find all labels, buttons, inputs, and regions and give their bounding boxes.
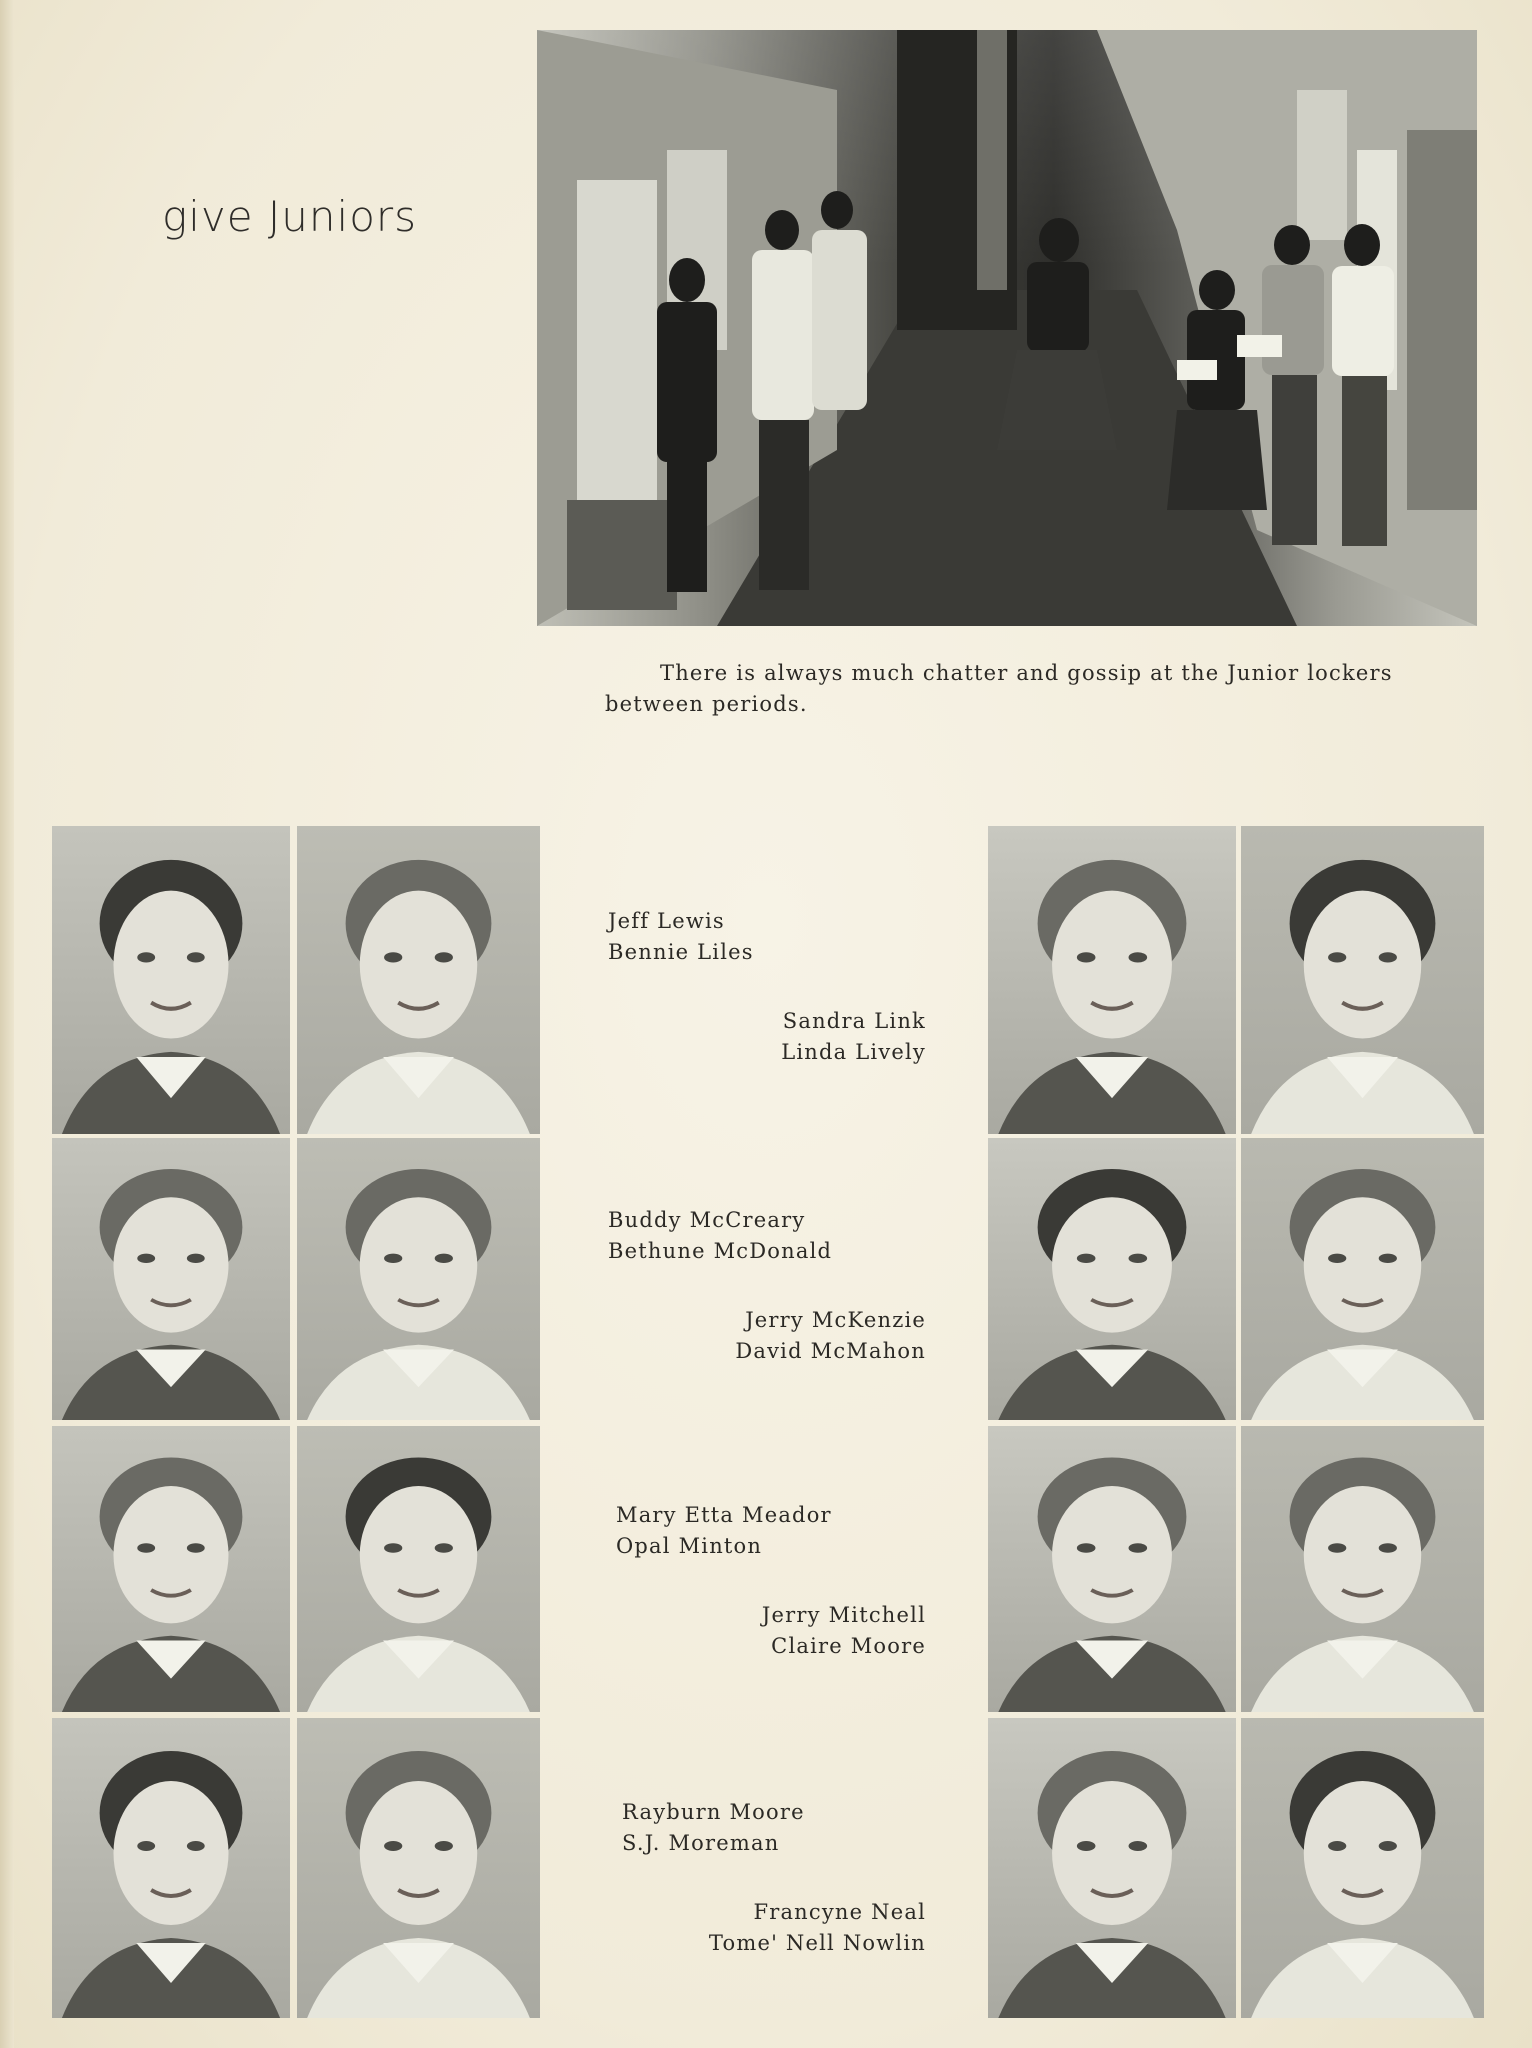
locker-hallway-photo — [537, 30, 1477, 626]
section-heading: give Juniors — [162, 192, 418, 241]
student-portrait — [52, 1138, 290, 1420]
student-portrait — [988, 1426, 1236, 1712]
student-name: Claire Moore — [771, 1634, 926, 1658]
photo-caption — [605, 658, 1395, 720]
student-name: Tome' Nell Nowlin — [708, 1931, 926, 1955]
page-spine — [0, 0, 14, 2048]
student-portrait — [988, 1718, 1236, 2018]
student-portrait — [1241, 1718, 1484, 2018]
student-name: Bethune McDonald — [608, 1239, 833, 1263]
student-portrait — [52, 1426, 290, 1712]
student-portrait — [1241, 1138, 1484, 1420]
student-name: Linda Lively — [781, 1040, 926, 1064]
student-name: Buddy McCreary — [608, 1208, 806, 1232]
student-name: Jerry Mitchell — [761, 1603, 926, 1627]
student-name: Sandra Link — [782, 1009, 926, 1033]
student-name: Jeff Lewis — [608, 909, 725, 933]
caption-text: There is always much chatter and gossip at the Junior lockers between periods. — [605, 661, 1393, 716]
student-name: Bennie Liles — [608, 940, 754, 964]
student-name: Opal Minton — [616, 1534, 763, 1558]
student-name: Mary Etta Meador — [616, 1503, 832, 1527]
student-portrait — [297, 1426, 540, 1712]
student-portrait — [297, 1718, 540, 2018]
student-portrait — [52, 826, 290, 1134]
student-name: Rayburn Moore — [622, 1800, 805, 1824]
student-portrait — [988, 1138, 1236, 1420]
student-name: Francyne Neal — [753, 1900, 926, 1924]
student-portrait — [297, 1138, 540, 1420]
student-name: S.J. Moreman — [622, 1831, 780, 1855]
student-portrait — [1241, 826, 1484, 1134]
student-portrait — [988, 826, 1236, 1134]
student-portrait — [297, 826, 540, 1134]
student-name: David McMahon — [735, 1339, 926, 1363]
student-portrait — [52, 1718, 290, 2018]
student-portrait — [1241, 1426, 1484, 1712]
student-name: Jerry McKenzie — [745, 1308, 926, 1332]
